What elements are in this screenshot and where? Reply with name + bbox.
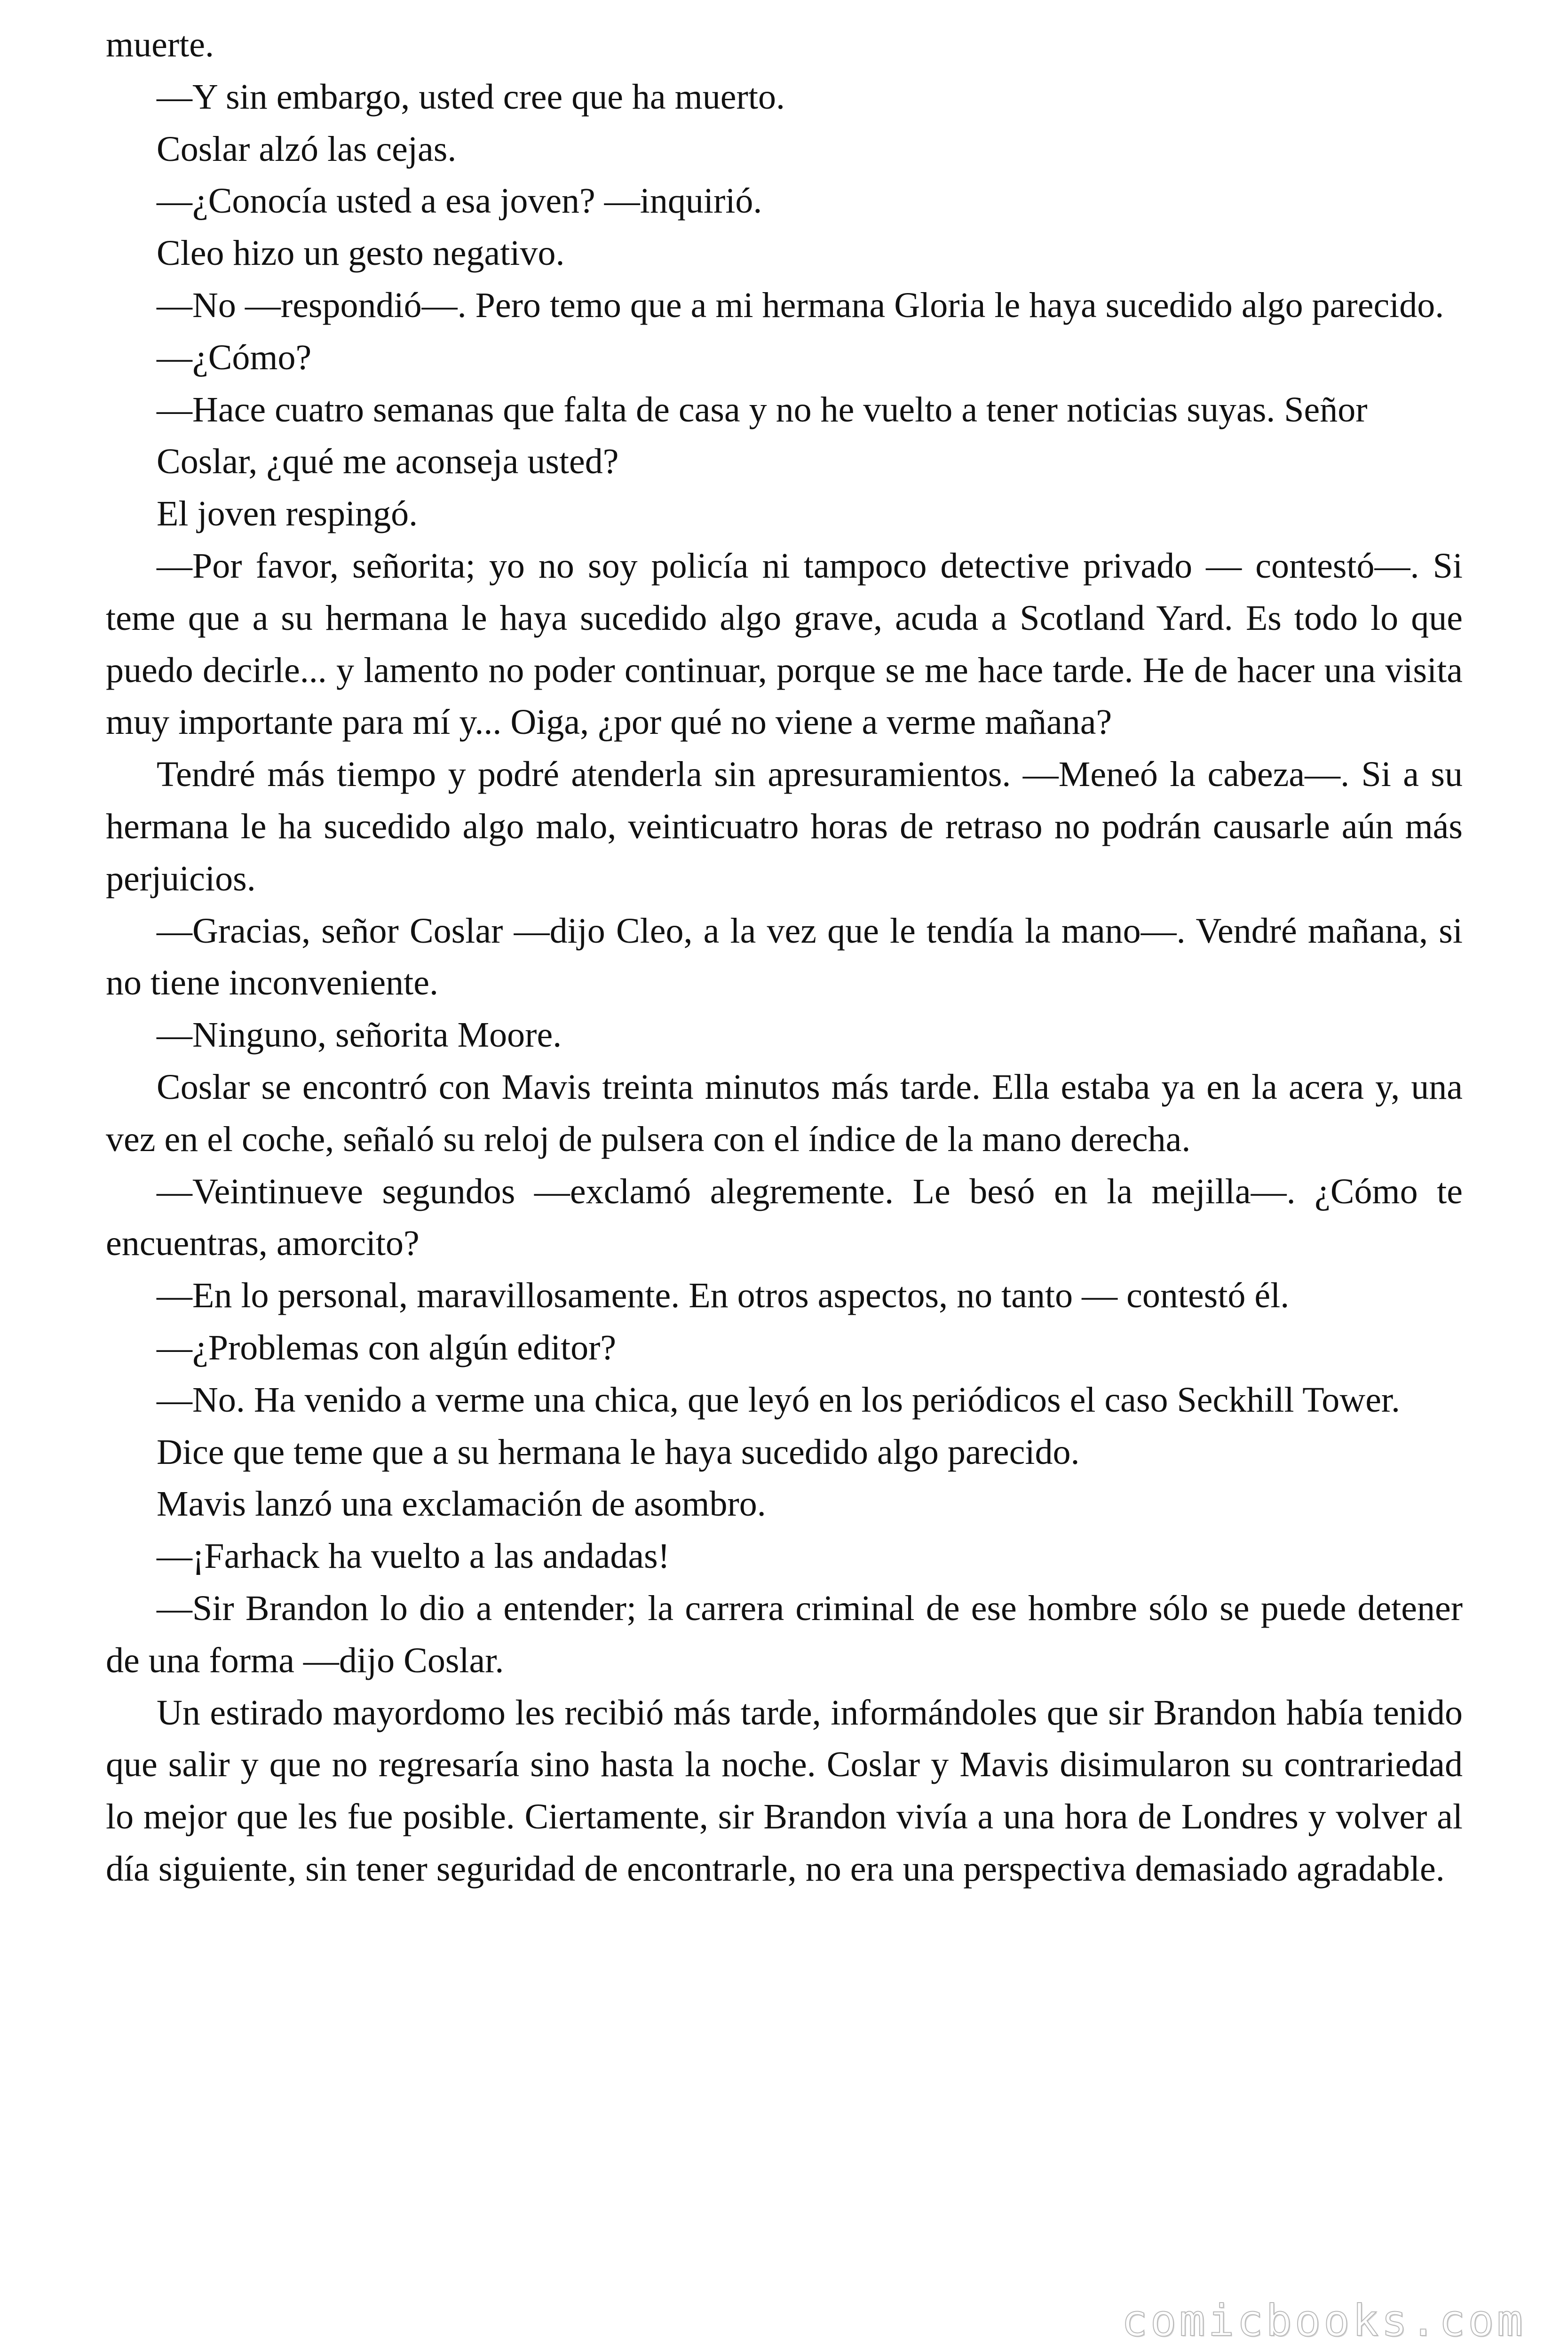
paragraph: —Veintinueve segundos —exclamó alegremente. Le besó en la mejilla—. ¿Cómo te encuentras, amorcito? [106,1171,1463,1263]
paragraph: muerte. [106,25,214,64]
paragraph: Un estirado mayordomo les recibió más tarde, informándoles que sir Brandon había tenido que salir y que no regresaría sino hasta la noche. Coslar y Mavis disimularon su contrariedad lo mejor que les fue posible. Ciertamente, sir Brandon vivía a una hora de Londres y volver al día siguiente, sin tener seguridad de encontrarle, no era una perspectiva demasiado agradable. [106,1692,1463,1889]
paragraph: —Hace cuatro semanas que falta de casa y no he vuelto a tener noticias suyas. Señor [157,389,1368,429]
paragraph: —¡Farhack ha vuelto a las andadas! [157,1536,670,1576]
paragraph: Dice que teme que a su hermana le haya sucedido algo parecido. [157,1432,1080,1472]
paragraph: —En lo personal, maravillosamente. En otros aspectos, no tanto — contestó él. [157,1276,1290,1316]
paragraph: —No. Ha venido a verme una chica, que leyó en los periódicos el caso Seckhill Tower. [157,1380,1401,1420]
paragraph: —No —respondió—. Pero temo que a mi hermana Gloria le haya sucedido algo parecido. [157,285,1444,325]
paragraph: —Ninguno, señorita Moore. [157,1015,562,1055]
paragraph: —Por favor, señorita; yo no soy policía ni tampoco detective privado — contestó—. Si teme que a su hermana le haya sucedido algo grave, acuda a Scotland Yard. Es todo lo que puedo decirle... y lamento no poder continuar, porque se me hace tarde. He de hacer una visita muy importante para mí y... Oiga, ¿por qué no viene a verme mañana? [106,546,1463,742]
paragraph: Coslar, ¿qué me aconseja usted? [157,442,619,482]
watermark: comicbooks.com [1121,2296,1526,2346]
paragraph: Cleo hizo un gesto negativo. [157,233,565,273]
paragraph: Tendré más tiempo y podré atenderla sin apresuramientos. —Meneó la cabeza—. Si a su hermana le ha sucedido algo malo, veinticuatro horas de retraso no podrán causarle aún más perjuicios. [106,755,1463,898]
paragraph: —Gracias, señor Coslar —dijo Cleo, a la vez que le tendía la mano—. Vendré mañana, si no tiene inconveniente. [106,911,1463,1003]
paragraph: —¿Problemas con algún editor? [157,1327,617,1367]
paragraph: —¿Cómo? [157,337,312,377]
paragraph: —¿Conocía usted a esa joven? —inquirió. [157,181,762,221]
paragraph: El joven respingó. [157,494,418,534]
paragraph: Coslar alzó las cejas. [157,129,457,169]
paragraph: —Sir Brandon lo dio a entender; la carrera criminal de ese hombre sólo se puede detener de una forma —dijo Coslar. [106,1588,1463,1680]
paragraph: Coslar se encontró con Mavis treinta minutos más tarde. Ella estaba ya en la acera y, una vez en el coche, señaló su reloj de pulsera con el índice de la mano derecha. [106,1067,1463,1159]
paragraph: Mavis lanzó una exclamación de asombro. [157,1484,766,1524]
book-page [106,19,1463,1895]
paragraph: —Y sin embargo, usted cree que ha muerto. [157,77,785,117]
